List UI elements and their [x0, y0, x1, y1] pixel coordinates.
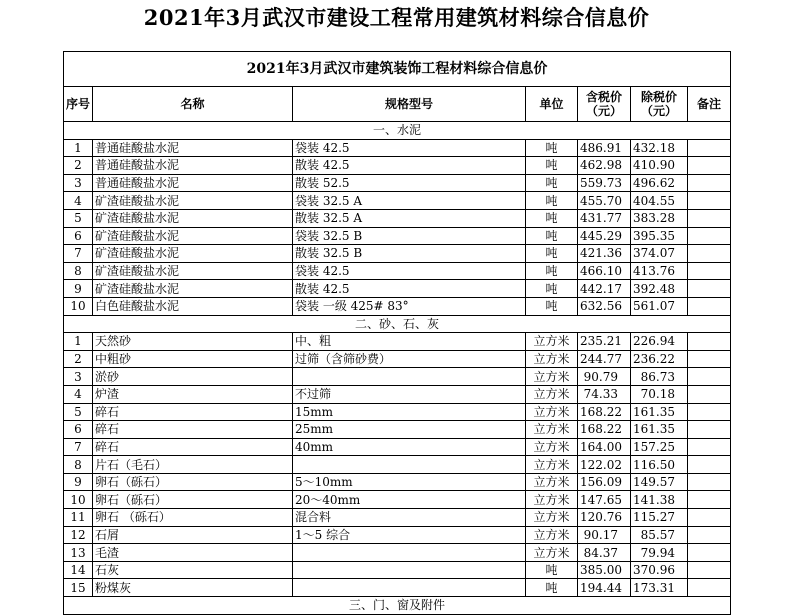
- header-price-tax: 含税价（元）: [578, 87, 631, 122]
- header-spec: 规格型号: [293, 87, 526, 122]
- cell-name: 普通硅酸盐水泥: [93, 139, 293, 157]
- cell-price-tax: 84.37: [578, 544, 631, 562]
- table-row: [64, 403, 731, 421]
- cell-no: 8: [64, 262, 93, 280]
- cell-remark: [688, 438, 731, 456]
- cell-price-notax: 161.35: [631, 403, 688, 421]
- cell-price-tax: 235.21: [578, 333, 631, 351]
- cell-unit: 立方米: [526, 350, 578, 368]
- cell-price-notax: 161.35: [631, 421, 688, 439]
- cell-price-notax: 85.57: [631, 526, 688, 544]
- cell-unit: 吨: [526, 227, 578, 245]
- table-row: [64, 209, 731, 227]
- cell-no: 3: [64, 368, 93, 386]
- cell-remark: [688, 561, 731, 579]
- cell-spec: [293, 456, 526, 474]
- cell-spec: [293, 579, 526, 597]
- cell-unit: 立方米: [526, 333, 578, 351]
- cell-spec: 袋装 42.5: [293, 139, 526, 157]
- cell-price-tax: 486.91: [578, 139, 631, 157]
- cell-remark: [688, 262, 731, 280]
- table-row: [64, 333, 731, 351]
- cell-no: 10: [64, 491, 93, 509]
- cell-unit: 吨: [526, 174, 578, 192]
- cell-price-notax: 157.25: [631, 438, 688, 456]
- cell-name: 炉渣: [93, 385, 293, 403]
- cell-spec: 20～40mm: [293, 491, 526, 509]
- cell-name: 矿渣硅酸盐水泥: [93, 262, 293, 280]
- cell-name: 矿渣硅酸盐水泥: [93, 192, 293, 210]
- table-row: [64, 491, 731, 509]
- table-row: [64, 561, 731, 579]
- table-row: [64, 509, 731, 527]
- cell-price-tax: 421.36: [578, 245, 631, 263]
- cell-remark: [688, 192, 731, 210]
- cell-remark: [688, 245, 731, 263]
- cell-price-notax: 432.18: [631, 139, 688, 157]
- cell-remark: [688, 174, 731, 192]
- cell-name: 卵石（砾石）: [93, 473, 293, 491]
- cell-price-notax: 413.76: [631, 262, 688, 280]
- cell-name: 矿渣硅酸盐水泥: [93, 227, 293, 245]
- cell-no: 7: [64, 245, 93, 263]
- cell-price-notax: 410.90: [631, 157, 688, 175]
- cell-name: 碎石: [93, 403, 293, 421]
- cell-unit: 吨: [526, 139, 578, 157]
- cell-name: 毛渣: [93, 544, 293, 562]
- header-no: 序号: [64, 87, 93, 122]
- cell-unit: 立方米: [526, 421, 578, 439]
- cell-no: 14: [64, 561, 93, 579]
- cell-price-notax: 383.28: [631, 209, 688, 227]
- cell-spec: 1～5 综合: [293, 526, 526, 544]
- cell-unit: 立方米: [526, 438, 578, 456]
- cell-unit: 吨: [526, 209, 578, 227]
- cell-price-notax: 226.94: [631, 333, 688, 351]
- cell-no: 4: [64, 385, 93, 403]
- table-row: [64, 456, 731, 474]
- cell-price-notax: 116.50: [631, 456, 688, 474]
- cell-name: 片石（毛石）: [93, 456, 293, 474]
- cell-price-notax: 236.22: [631, 350, 688, 368]
- header-price-notax: 除税价（元）: [631, 87, 688, 122]
- section-row: [64, 122, 731, 140]
- cell-remark: [688, 473, 731, 491]
- cell-unit: 立方米: [526, 403, 578, 421]
- cell-price-tax: 164.00: [578, 438, 631, 456]
- cell-remark: [688, 333, 731, 351]
- table-header-row: [64, 87, 731, 122]
- cell-unit: 吨: [526, 280, 578, 298]
- cell-price-tax: 462.98: [578, 157, 631, 175]
- cell-price-tax: 632.56: [578, 297, 631, 315]
- cell-name: 石屑: [93, 526, 293, 544]
- table-row: [64, 157, 731, 175]
- cell-spec: 散装 42.5: [293, 280, 526, 298]
- cell-unit: 立方米: [526, 491, 578, 509]
- cell-unit: 立方米: [526, 385, 578, 403]
- cell-spec: 袋装 32.5 A: [293, 192, 526, 210]
- cell-price-tax: 168.22: [578, 421, 631, 439]
- table-row: [64, 227, 731, 245]
- cell-remark: [688, 509, 731, 527]
- cell-remark: [688, 579, 731, 597]
- cell-no: 8: [64, 456, 93, 474]
- cell-remark: [688, 385, 731, 403]
- section-title: 三、门、窗及附件: [64, 597, 731, 615]
- cell-spec: 25mm: [293, 421, 526, 439]
- header-remark: 备注: [688, 87, 731, 122]
- cell-remark: [688, 227, 731, 245]
- document-title: 2021年3月武汉市建设工程常用建筑材料综合信息价: [143, 5, 650, 30]
- cell-price-tax: 194.44: [578, 579, 631, 597]
- cell-remark: [688, 280, 731, 298]
- table-row: [64, 297, 731, 315]
- cell-price-notax: 561.07: [631, 297, 688, 315]
- header-unit: 单位: [526, 87, 578, 122]
- cell-name: 矿渣硅酸盐水泥: [93, 280, 293, 298]
- cell-price-tax: 168.22: [578, 403, 631, 421]
- cell-no: 5: [64, 403, 93, 421]
- cell-spec: [293, 544, 526, 562]
- cell-no: 13: [64, 544, 93, 562]
- cell-price-tax: 385.00: [578, 561, 631, 579]
- cell-spec: 混合料: [293, 509, 526, 527]
- cell-remark: [688, 157, 731, 175]
- section-title: 二、砂、石、灰: [64, 315, 731, 333]
- cell-price-tax: 156.09: [578, 473, 631, 491]
- cell-no: 10: [64, 297, 93, 315]
- cell-unit: 立方米: [526, 456, 578, 474]
- cell-price-notax: 496.62: [631, 174, 688, 192]
- cell-unit: 吨: [526, 297, 578, 315]
- cell-unit: 吨: [526, 157, 578, 175]
- cell-no: 9: [64, 280, 93, 298]
- table-title: 2021年3月武汉市建筑装饰工程材料综合信息价: [64, 52, 731, 87]
- cell-price-tax: 559.73: [578, 174, 631, 192]
- cell-unit: 立方米: [526, 473, 578, 491]
- table-row: [64, 544, 731, 562]
- cell-name: 天然砂: [93, 333, 293, 351]
- cell-spec: 袋装 一级 425# 83°: [293, 297, 526, 315]
- cell-remark: [688, 491, 731, 509]
- cell-no: 6: [64, 227, 93, 245]
- cell-no: 2: [64, 157, 93, 175]
- cell-spec: 袋装 42.5: [293, 262, 526, 280]
- cell-remark: [688, 421, 731, 439]
- cell-spec: 散装 42.5: [293, 157, 526, 175]
- section-row: [64, 315, 731, 333]
- cell-remark: [688, 403, 731, 421]
- cell-price-tax: 147.65: [578, 491, 631, 509]
- cell-price-notax: 370.96: [631, 561, 688, 579]
- cell-price-tax: 455.70: [578, 192, 631, 210]
- section-row: [64, 597, 731, 615]
- cell-no: 9: [64, 473, 93, 491]
- cell-no: 15: [64, 579, 93, 597]
- cell-price-tax: 431.77: [578, 209, 631, 227]
- cell-unit: 吨: [526, 561, 578, 579]
- cell-unit: 立方米: [526, 509, 578, 527]
- cell-price-tax: 244.77: [578, 350, 631, 368]
- cell-no: 2: [64, 350, 93, 368]
- cell-price-notax: 79.94: [631, 544, 688, 562]
- cell-price-tax: 442.17: [578, 280, 631, 298]
- cell-spec: 散装 32.5 B: [293, 245, 526, 263]
- cell-price-notax: 395.35: [631, 227, 688, 245]
- cell-name: 碎石: [93, 421, 293, 439]
- cell-remark: [688, 456, 731, 474]
- cell-remark: [688, 526, 731, 544]
- cell-name: 粉煤灰: [93, 579, 293, 597]
- cell-price-notax: 115.27: [631, 509, 688, 527]
- cell-remark: [688, 297, 731, 315]
- cell-spec: 过筛（含筛砂费）: [293, 350, 526, 368]
- price-table: [63, 51, 731, 615]
- cell-name: 矿渣硅酸盐水泥: [93, 209, 293, 227]
- cell-no: 5: [64, 209, 93, 227]
- cell-price-notax: 374.07: [631, 245, 688, 263]
- cell-price-notax: 392.48: [631, 280, 688, 298]
- cell-no: 12: [64, 526, 93, 544]
- cell-remark: [688, 544, 731, 562]
- cell-unit: 吨: [526, 192, 578, 210]
- cell-no: 7: [64, 438, 93, 456]
- cell-spec: 5～10mm: [293, 473, 526, 491]
- cell-name: 普通硅酸盐水泥: [93, 157, 293, 175]
- cell-name: 中粗砂: [93, 350, 293, 368]
- cell-spec: 散装 32.5 A: [293, 209, 526, 227]
- cell-spec: [293, 368, 526, 386]
- cell-name: 矿渣硅酸盐水泥: [93, 245, 293, 263]
- cell-unit: 吨: [526, 245, 578, 263]
- cell-name: 碎石: [93, 438, 293, 456]
- table-row: [64, 139, 731, 157]
- cell-remark: [688, 350, 731, 368]
- cell-name: 普通硅酸盐水泥: [93, 174, 293, 192]
- table-row: [64, 579, 731, 597]
- table-row: [64, 262, 731, 280]
- cell-spec: 40mm: [293, 438, 526, 456]
- cell-name: 石灰: [93, 561, 293, 579]
- table-row: [64, 174, 731, 192]
- cell-price-notax: 404.55: [631, 192, 688, 210]
- cell-no: 11: [64, 509, 93, 527]
- cell-price-tax: 74.33: [578, 385, 631, 403]
- section-title: 一、水泥: [64, 122, 731, 140]
- header-name: 名称: [93, 87, 293, 122]
- cell-price-tax: 466.10: [578, 262, 631, 280]
- table-row: [64, 385, 731, 403]
- cell-unit: 吨: [526, 262, 578, 280]
- cell-remark: [688, 209, 731, 227]
- cell-name: 卵石 （砾石）: [93, 509, 293, 527]
- cell-name: 淤砂: [93, 368, 293, 386]
- cell-no: 4: [64, 192, 93, 210]
- cell-spec: 散装 52.5: [293, 174, 526, 192]
- table-row: [64, 421, 731, 439]
- cell-remark: [688, 139, 731, 157]
- table-row: [64, 350, 731, 368]
- cell-no: 1: [64, 139, 93, 157]
- cell-unit: 立方米: [526, 544, 578, 562]
- cell-name: 卵石（砾石）: [93, 491, 293, 509]
- cell-spec: [293, 561, 526, 579]
- cell-no: 3: [64, 174, 93, 192]
- cell-price-tax: 90.79: [578, 368, 631, 386]
- table-row: [64, 438, 731, 456]
- cell-price-tax: 90.17: [578, 526, 631, 544]
- cell-price-tax: 122.02: [578, 456, 631, 474]
- table-title-row: [64, 52, 731, 87]
- table-row: [64, 526, 731, 544]
- cell-unit: 吨: [526, 579, 578, 597]
- table-row: [64, 473, 731, 491]
- cell-name: 白色硅酸盐水泥: [93, 297, 293, 315]
- cell-price-tax: 120.76: [578, 509, 631, 527]
- cell-unit: 立方米: [526, 526, 578, 544]
- cell-remark: [688, 368, 731, 386]
- cell-spec: 袋装 32.5 B: [293, 227, 526, 245]
- cell-price-notax: 173.31: [631, 579, 688, 597]
- cell-spec: 15mm: [293, 403, 526, 421]
- cell-no: 1: [64, 333, 93, 351]
- table-row: [64, 280, 731, 298]
- table-row: [64, 245, 731, 263]
- cell-price-notax: 141.38: [631, 491, 688, 509]
- cell-unit: 立方米: [526, 368, 578, 386]
- table-row: [64, 368, 731, 386]
- cell-price-notax: 86.73: [631, 368, 688, 386]
- cell-price-notax: 70.18: [631, 385, 688, 403]
- cell-price-tax: 445.29: [578, 227, 631, 245]
- cell-spec: 不过筛: [293, 385, 526, 403]
- cell-price-notax: 149.57: [631, 473, 688, 491]
- cell-spec: 中、粗: [293, 333, 526, 351]
- cell-no: 6: [64, 421, 93, 439]
- table-row: [64, 192, 731, 210]
